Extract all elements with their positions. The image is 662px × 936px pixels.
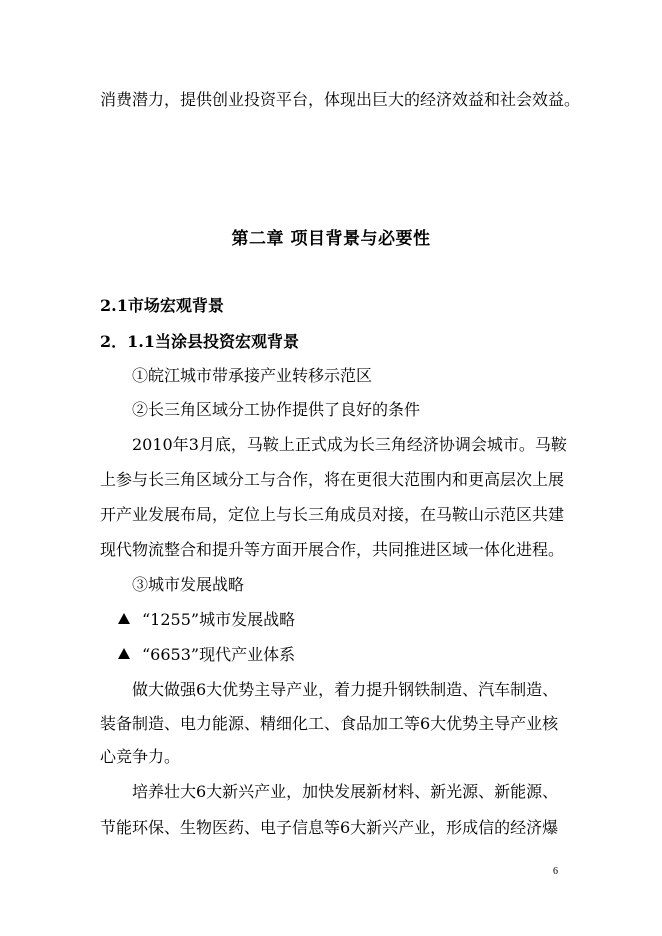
paragraph-1-line-1: 2010年3月底，马鞍上正式成为长三角经济协调会城市。马鞍 <box>132 435 567 454</box>
paragraph-2-line-3: 心竞争力。 <box>100 747 181 766</box>
section-heading-2-1-1: 2．1.1当涂县投资宏观背景 <box>100 332 299 351</box>
paragraph-3-line-2: 节能环保、生物医药、电子信息等6大新兴产业，形成信的经济爆 <box>100 818 559 837</box>
paragraph-1-line-2: 上参与长三角区域分工与合作，将在更很大范围内和更高层次上展 <box>100 470 565 489</box>
paragraph-1-line-4: 现代物流整合和提升等方面开展合作，共同推进区域一体化进程。 <box>100 540 565 559</box>
paragraph-1-line-3: 开产业发展布局，定位上与长三角成员对接，在马鞍山示范区共建 <box>100 505 565 524</box>
triangle-bullet-icon <box>118 613 130 624</box>
section-heading-2-1: 2.1市场宏观背景 <box>100 296 224 315</box>
bullet-text-1: “1255”城市发展战略 <box>142 610 296 629</box>
chapter-title: 第二章 项目背景与必要性 <box>231 229 431 249</box>
list-item-3: ③城市发展战略 <box>132 575 245 594</box>
bullet-text-2: “6653”现代产业体系 <box>142 645 296 664</box>
continuation-line: 消费潜力，提供创业投资平台，体现出巨大的经济效益和社会效益。 <box>100 90 581 109</box>
bullet-item-1 <box>118 610 295 630</box>
paragraph-2-line-2: 装备制造、电力能源、精细化工、食品加工等6大优势主导产业核 <box>100 714 559 733</box>
page-number: 6 <box>553 866 558 877</box>
triangle-bullet-icon <box>118 648 130 659</box>
bullet-item-2 <box>118 645 295 665</box>
list-item-2: ②长三角区域分工协作提供了良好的条件 <box>132 400 421 419</box>
paragraph-3-line-1: 培养壮大6大新兴产业，加快发展新材料、新光源、新能源、 <box>132 782 559 801</box>
paragraph-2-line-1: 做大做强6大优势主导产业，着力提升钢铁制造、汽车制造、 <box>132 680 559 699</box>
list-item-1: ①皖江城市带承接产业转移示范区 <box>132 366 373 385</box>
